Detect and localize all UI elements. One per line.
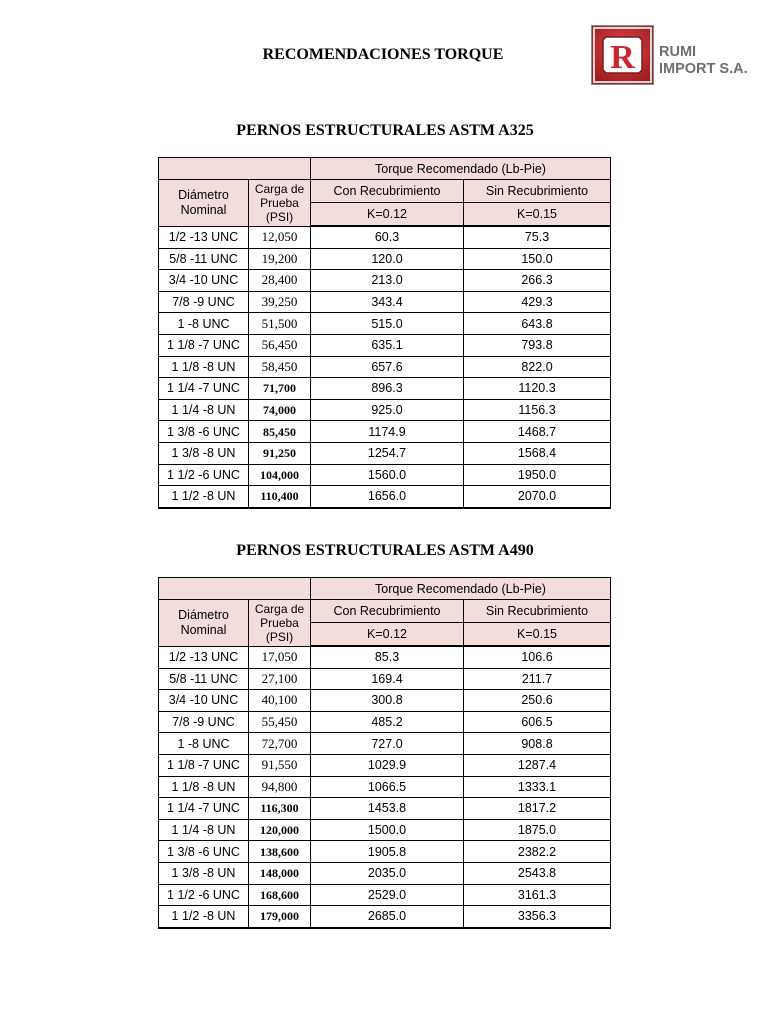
header-con: Con Recubrimiento xyxy=(311,600,464,623)
cell-con-recubrimiento: 657.6 xyxy=(311,356,464,378)
cell-con-recubrimiento: 896.3 xyxy=(311,378,464,400)
header-k-sin: K=0.15 xyxy=(464,623,611,647)
section-title-a325: PERNOS ESTRUCTURALES ASTM A325 xyxy=(236,122,534,139)
cell-diametro: 1 1/2 -6 UNC xyxy=(159,884,249,906)
cell-diametro: 1/2 -13 UNC xyxy=(159,646,249,668)
table-row xyxy=(159,270,611,292)
cell-con-recubrimiento: 1066.5 xyxy=(311,776,464,798)
cell-sin-recubrimiento: 793.8 xyxy=(464,334,611,356)
cell-con-recubrimiento: 635.1 xyxy=(311,334,464,356)
header-k-sin: K=0.15 xyxy=(464,203,611,227)
cell-diametro: 1 1/8 -8 UN xyxy=(159,356,249,378)
cell-diametro: 5/8 -11 UNC xyxy=(159,248,249,270)
cell-con-recubrimiento: 1500.0 xyxy=(311,819,464,841)
cell-carga: 120,000 xyxy=(249,819,311,841)
cell-diametro: 5/8 -11 UNC xyxy=(159,668,249,690)
cell-carga: 27,100 xyxy=(249,668,311,690)
section-title-a490: PERNOS ESTRUCTURALES ASTM A490 xyxy=(236,542,534,559)
cell-con-recubrimiento: 343.4 xyxy=(311,291,464,313)
cell-con-recubrimiento: 1656.0 xyxy=(311,486,464,508)
cell-carga: 51,500 xyxy=(249,313,311,335)
logo-mark-icon xyxy=(591,25,654,85)
cell-sin-recubrimiento: 1120.3 xyxy=(464,378,611,400)
table-row xyxy=(159,776,611,798)
cell-sin-recubrimiento: 643.8 xyxy=(464,313,611,335)
cell-sin-recubrimiento: 150.0 xyxy=(464,248,611,270)
cell-sin-recubrimiento: 3356.3 xyxy=(464,906,611,928)
cell-carga: 40,100 xyxy=(249,690,311,712)
cell-diametro: 1 3/8 -6 UNC xyxy=(159,421,249,443)
cell-sin-recubrimiento: 2382.2 xyxy=(464,841,611,863)
header-carga: Carga de Prueba (PSI) xyxy=(249,180,311,227)
cell-sin-recubrimiento: 429.3 xyxy=(464,291,611,313)
cell-carga: 91,250 xyxy=(249,442,311,464)
cell-sin-recubrimiento: 908.8 xyxy=(464,733,611,755)
cell-con-recubrimiento: 60.3 xyxy=(311,226,464,248)
table-body xyxy=(159,226,611,508)
cell-sin-recubrimiento: 1875.0 xyxy=(464,819,611,841)
header-k-con: K=0.12 xyxy=(311,623,464,647)
table-row xyxy=(159,646,611,668)
cell-carga: 58,450 xyxy=(249,356,311,378)
cell-sin-recubrimiento: 1333.1 xyxy=(464,776,611,798)
cell-con-recubrimiento: 1453.8 xyxy=(311,798,464,820)
cell-diametro: 1 1/4 -7 UNC xyxy=(159,798,249,820)
cell-con-recubrimiento: 2035.0 xyxy=(311,862,464,884)
cell-sin-recubrimiento: 250.6 xyxy=(464,690,611,712)
cell-sin-recubrimiento: 2543.8 xyxy=(464,862,611,884)
cell-carga: 56,450 xyxy=(249,334,311,356)
header-k-con: K=0.12 xyxy=(311,203,464,227)
cell-con-recubrimiento: 2685.0 xyxy=(311,906,464,928)
cell-carga: 148,000 xyxy=(249,862,311,884)
cell-con-recubrimiento: 1174.9 xyxy=(311,421,464,443)
cell-sin-recubrimiento: 75.3 xyxy=(464,226,611,248)
cell-con-recubrimiento: 925.0 xyxy=(311,399,464,421)
cell-diametro: 1 1/4 -7 UNC xyxy=(159,378,249,400)
table-row xyxy=(159,313,611,335)
cell-con-recubrimiento: 1905.8 xyxy=(311,841,464,863)
cell-diametro: 1 1/8 -7 UNC xyxy=(159,754,249,776)
table-row xyxy=(159,690,611,712)
cell-con-recubrimiento: 485.2 xyxy=(311,711,464,733)
header-diametro: Diámetro Nominal xyxy=(159,180,249,227)
table-row xyxy=(159,334,611,356)
table-row xyxy=(159,464,611,486)
cell-con-recubrimiento: 2529.0 xyxy=(311,884,464,906)
cell-carga: 94,800 xyxy=(249,776,311,798)
cell-sin-recubrimiento: 266.3 xyxy=(464,270,611,292)
cell-carga: 179,000 xyxy=(249,906,311,928)
cell-diametro: 1 1/2 -6 UNC xyxy=(159,464,249,486)
cell-con-recubrimiento: 169.4 xyxy=(311,668,464,690)
cell-carga: 55,450 xyxy=(249,711,311,733)
cell-sin-recubrimiento: 1817.2 xyxy=(464,798,611,820)
cell-carga: 39,250 xyxy=(249,291,311,313)
company-logo xyxy=(591,25,761,87)
cell-diametro: 3/4 -10 UNC xyxy=(159,270,249,292)
cell-carga: 104,000 xyxy=(249,464,311,486)
cell-carga: 91,550 xyxy=(249,754,311,776)
cell-sin-recubrimiento: 1468.7 xyxy=(464,421,611,443)
cell-carga: 72,700 xyxy=(249,733,311,755)
table-row xyxy=(159,798,611,820)
cell-con-recubrimiento: 1254.7 xyxy=(311,442,464,464)
cell-diametro: 1 3/8 -6 UNC xyxy=(159,841,249,863)
table-row xyxy=(159,884,611,906)
cell-carga: 138,600 xyxy=(249,841,311,863)
logo-line-2: IMPORT S.A. xyxy=(659,61,748,77)
cell-carga: 17,050 xyxy=(249,646,311,668)
cell-sin-recubrimiento: 1950.0 xyxy=(464,464,611,486)
cell-carga: 28,400 xyxy=(249,270,311,292)
table-row xyxy=(159,399,611,421)
logo-text xyxy=(659,44,748,78)
header-carga: Carga de Prueba (PSI) xyxy=(249,600,311,647)
cell-con-recubrimiento: 120.0 xyxy=(311,248,464,270)
cell-diametro: 1 1/2 -8 UN xyxy=(159,486,249,508)
cell-con-recubrimiento: 1029.9 xyxy=(311,754,464,776)
cell-diametro: 1 1/8 -8 UN xyxy=(159,776,249,798)
header-sin: Sin Recubrimiento xyxy=(464,180,611,203)
header-blank-cell xyxy=(159,578,311,600)
table-row xyxy=(159,291,611,313)
table-row xyxy=(159,378,611,400)
cell-diametro: 7/8 -9 UNC xyxy=(159,291,249,313)
cell-con-recubrimiento: 213.0 xyxy=(311,270,464,292)
table-row xyxy=(159,668,611,690)
cell-sin-recubrimiento: 3161.3 xyxy=(464,884,611,906)
cell-diametro: 1/2 -13 UNC xyxy=(159,226,249,248)
cell-con-recubrimiento: 1560.0 xyxy=(311,464,464,486)
table-row xyxy=(159,819,611,841)
table-row xyxy=(159,356,611,378)
cell-diametro: 7/8 -9 UNC xyxy=(159,711,249,733)
cell-con-recubrimiento: 515.0 xyxy=(311,313,464,335)
logo-line-1: RUMI xyxy=(659,44,697,60)
table-row xyxy=(159,733,611,755)
cell-carga: 74,000 xyxy=(249,399,311,421)
cell-sin-recubrimiento: 606.5 xyxy=(464,711,611,733)
cell-carga: 116,300 xyxy=(249,798,311,820)
cell-diametro: 1 -8 UNC xyxy=(159,313,249,335)
cell-sin-recubrimiento: 822.0 xyxy=(464,356,611,378)
torque-table-a490 xyxy=(158,577,611,929)
header-torque: Torque Recomendado (Lb-Pie) xyxy=(311,578,611,600)
cell-diametro: 3/4 -10 UNC xyxy=(159,690,249,712)
table-row xyxy=(159,841,611,863)
table-row xyxy=(159,486,611,508)
table-body xyxy=(159,646,611,928)
header-torque: Torque Recomendado (Lb-Pie) xyxy=(311,158,611,180)
cell-sin-recubrimiento: 211.7 xyxy=(464,668,611,690)
header-sin: Sin Recubrimiento xyxy=(464,600,611,623)
table-row xyxy=(159,421,611,443)
cell-diametro: 1 1/8 -7 UNC xyxy=(159,334,249,356)
cell-carga: 110,400 xyxy=(249,486,311,508)
cell-con-recubrimiento: 300.8 xyxy=(311,690,464,712)
header-blank-cell xyxy=(159,158,311,180)
header-con: Con Recubrimiento xyxy=(311,180,464,203)
cell-sin-recubrimiento: 1287.4 xyxy=(464,754,611,776)
table-row xyxy=(159,442,611,464)
torque-table-a325 xyxy=(158,157,611,509)
cell-diametro: 1 1/2 -8 UN xyxy=(159,906,249,928)
cell-carga: 85,450 xyxy=(249,421,311,443)
cell-con-recubrimiento: 85.3 xyxy=(311,646,464,668)
table-row xyxy=(159,862,611,884)
cell-diametro: 1 -8 UNC xyxy=(159,733,249,755)
cell-carga: 19,200 xyxy=(249,248,311,270)
header-diametro: Diámetro Nominal xyxy=(159,600,249,647)
table-row xyxy=(159,248,611,270)
page-title: RECOMENDACIONES TORQUE xyxy=(262,46,504,63)
cell-diametro: 1 1/4 -8 UN xyxy=(159,819,249,841)
table-row xyxy=(159,754,611,776)
cell-sin-recubrimiento: 1568.4 xyxy=(464,442,611,464)
table-row xyxy=(159,906,611,928)
cell-sin-recubrimiento: 106.6 xyxy=(464,646,611,668)
cell-diametro: 1 3/8 -8 UN xyxy=(159,442,249,464)
cell-sin-recubrimiento: 2070.0 xyxy=(464,486,611,508)
table-row xyxy=(159,226,611,248)
cell-diametro: 1 3/8 -8 UN xyxy=(159,862,249,884)
cell-carga: 12,050 xyxy=(249,226,311,248)
cell-carga: 71,700 xyxy=(249,378,311,400)
cell-con-recubrimiento: 727.0 xyxy=(311,733,464,755)
logo-letter: R xyxy=(610,39,635,76)
table-row xyxy=(159,711,611,733)
cell-diametro: 1 1/4 -8 UN xyxy=(159,399,249,421)
cell-sin-recubrimiento: 1156.3 xyxy=(464,399,611,421)
cell-carga: 168,600 xyxy=(249,884,311,906)
